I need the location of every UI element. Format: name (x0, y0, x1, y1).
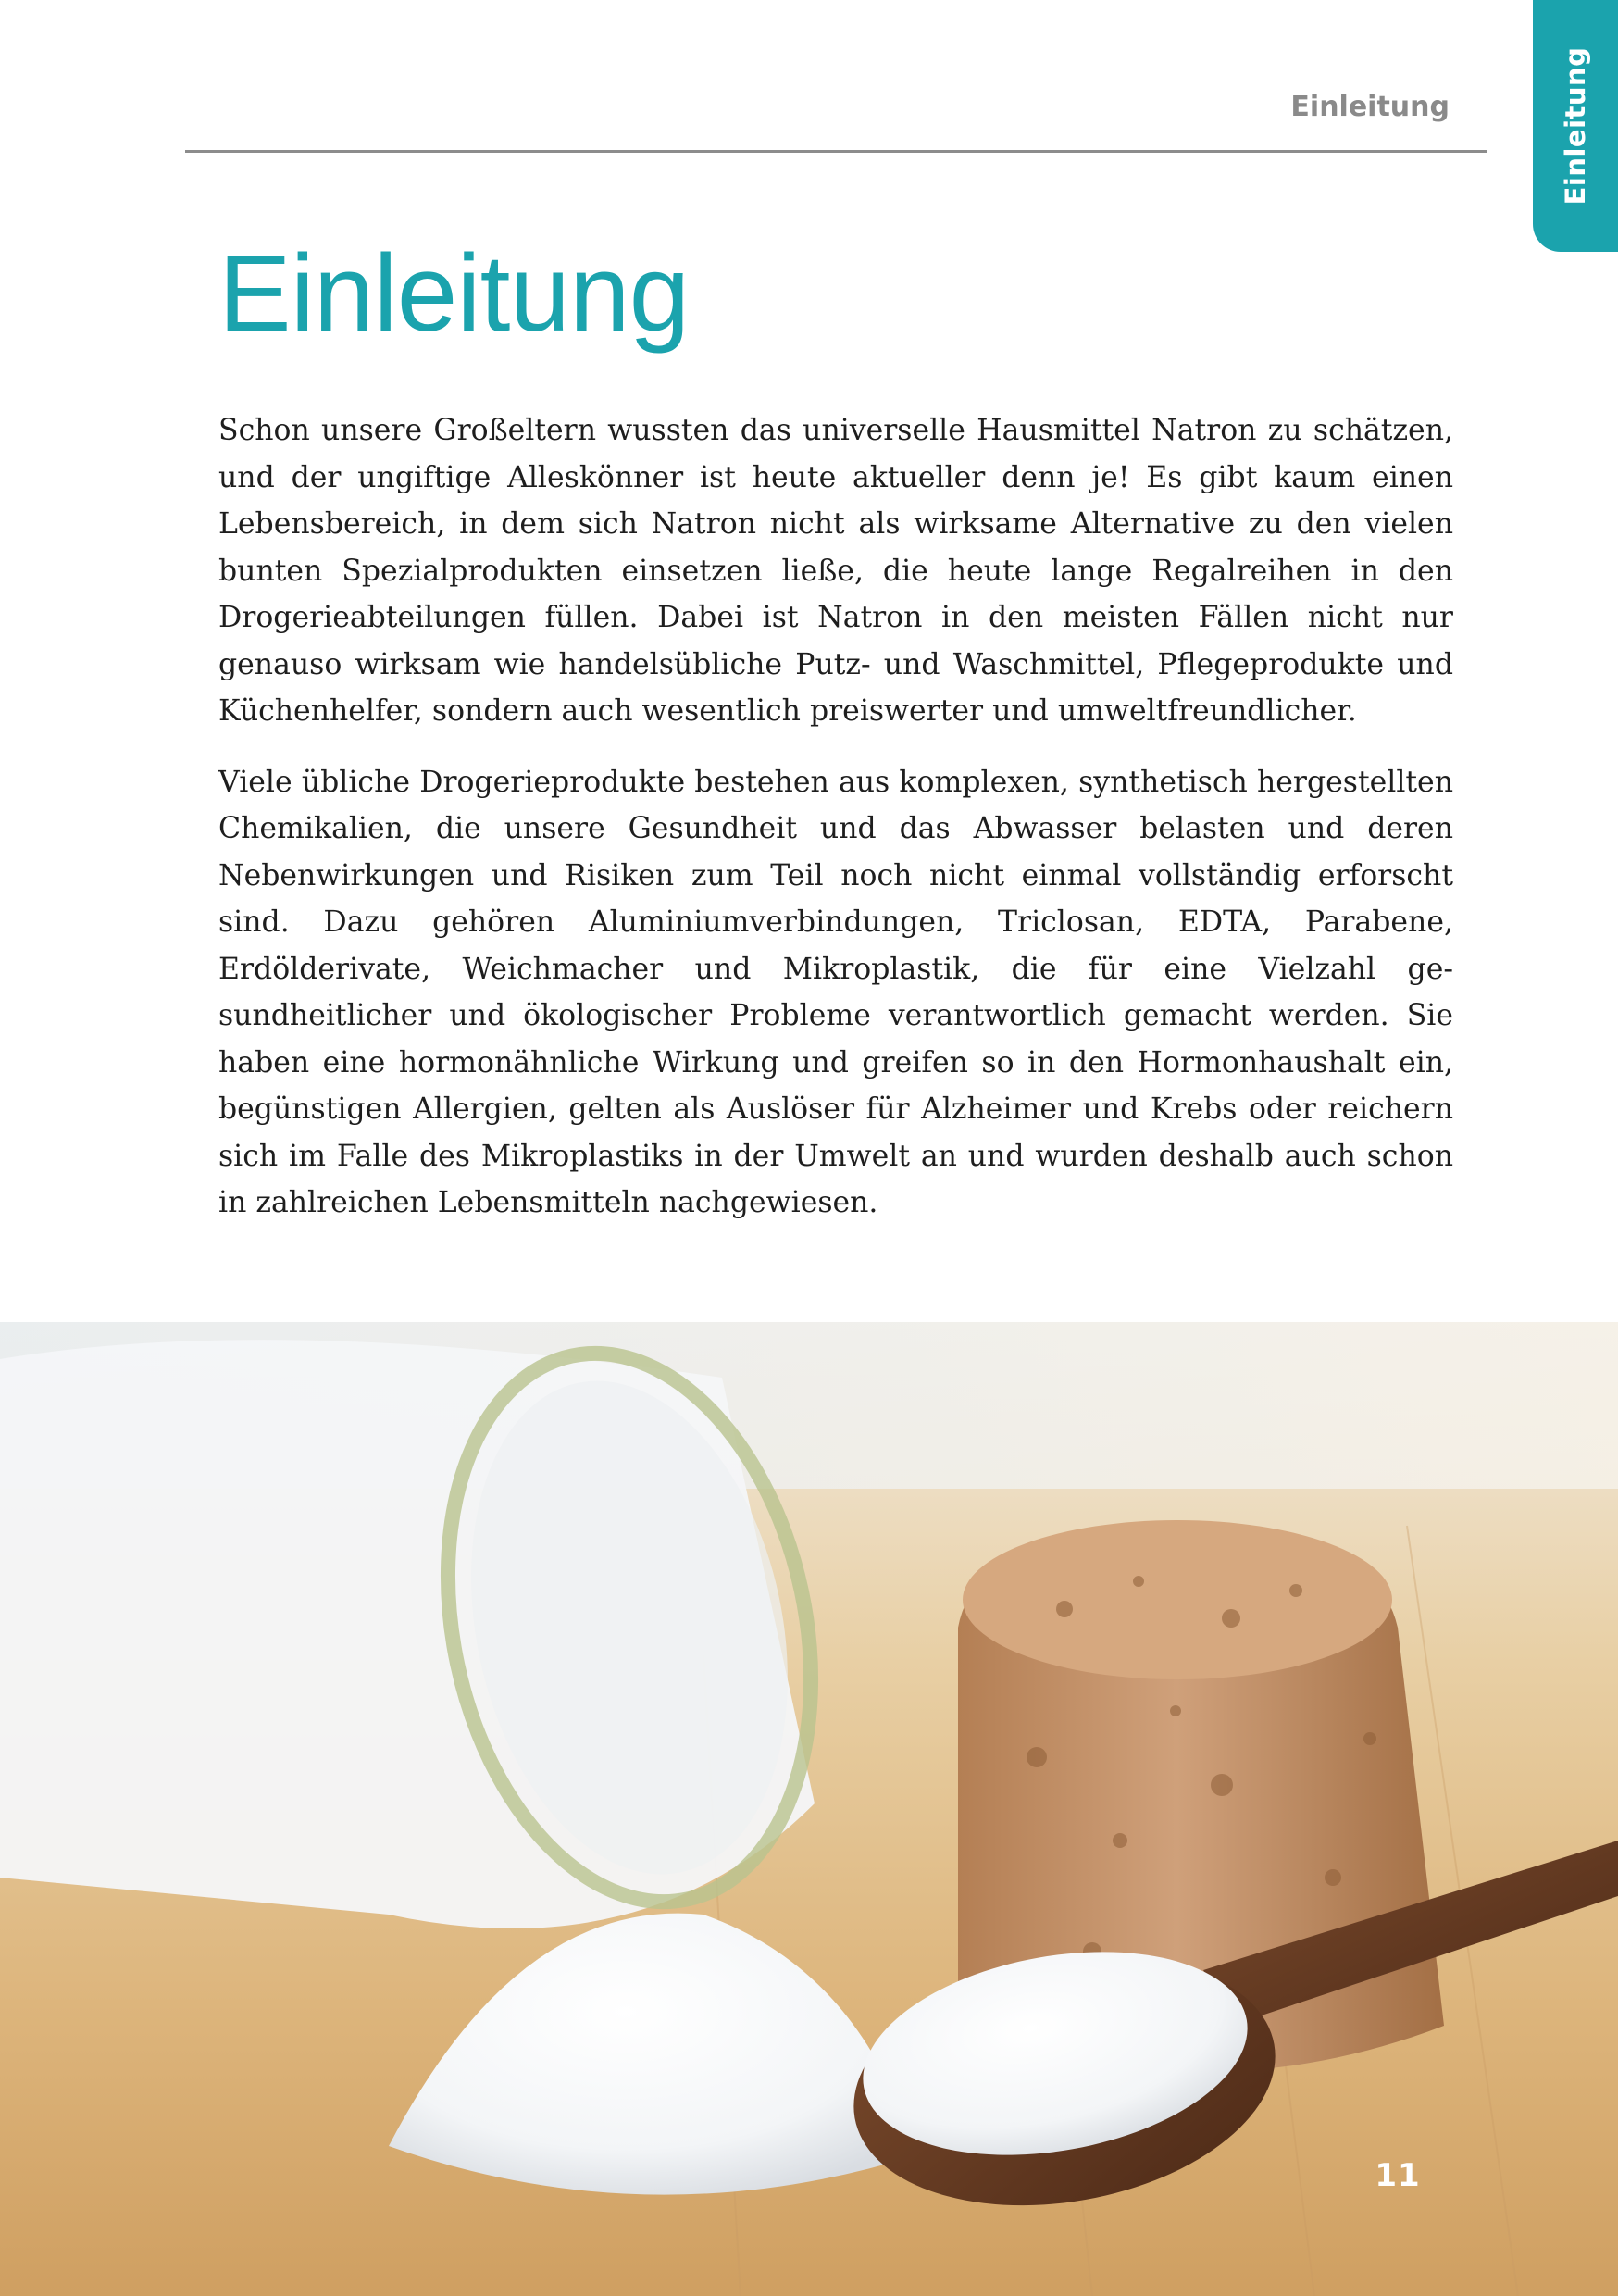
chapter-side-tab-label: Einleitung (1560, 46, 1591, 206)
chapter-side-tab (1533, 0, 1618, 252)
running-head-title: Einleitung (1290, 91, 1450, 123)
body-text (218, 407, 1453, 1251)
page-number: 11 (1375, 2157, 1421, 2194)
header-divider (185, 150, 1487, 153)
chapter-title: Einleitung (218, 232, 690, 355)
paragraph-1: Schon unsere Großeltern wussten das universelle Hausmittel Natron zu schätzen, und der ungiftige Alleskönner ist heute aktueller denn je! Es gibt kaum einen Lebensbereich, in dem sich Natron nicht als wirksame Alternative zu den vielen bunten Spezialprodukten einsetzen ließe, die heute lange Regalreihen in den Drogerieabteilungen füllen. Dabei ist Natron in den meisten Fällen nicht nur genauso wirksam wie handelsübliche Putz- und Waschmittel, Pflegeprodukte und Küchenhelfer, sondern auch wesentlich preiswerter und umweltfreundlicher. (218, 414, 1453, 728)
paragraph-2: Viele übliche Drogerieprodukte bestehen aus komplexen, synthetisch hergestellten Chemikalien, die unsere Gesundheit und das Abwasser belasten und deren Nebenwirkungen und Risiken zum Teil noch nicht einmal vollständig erforscht sind. Dazu gehören Aluminiumverbindungen, Triclosan, EDTA, Parabene, Erdölderivate, Weichmacher und Mikroplastik, die für eine Vielzahl gesundheitlicher und ökologischer Probleme verantwortlich gemacht werden. Sie haben eine hormonähnliche Wirkung und greifen so in den Hormonhaushalt ein, begünstigen Allergien, gelten als Auslöser für Alzheimer und Krebs oder reichern sich im Falle des Mikroplastiks in der Umwelt an und wurden deshalb auch schon in zahlreichen Lebensmitteln nachgewiesen. (218, 765, 1453, 1219)
baking-soda-photo (0, 1322, 1618, 2296)
running-head (185, 91, 1455, 123)
